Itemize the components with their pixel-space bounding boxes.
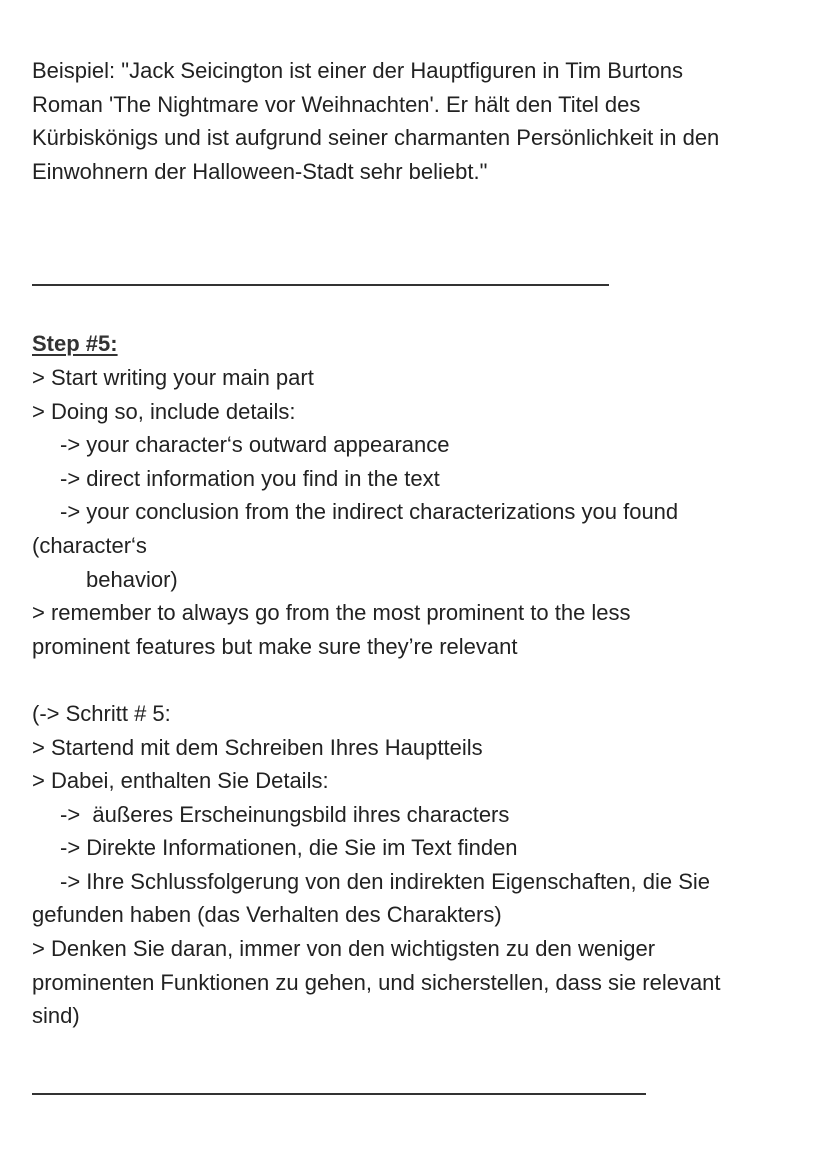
text-line: -> your conclusion from the indirect characterizations you found [60, 499, 679, 525]
document-page [32, 54, 802, 1095]
text-line: prominenten Funktionen zu gehen, und sicherstellen, dass sie relevant [32, 969, 721, 995]
step-heading: Step #5: [32, 331, 118, 357]
text-line: -> direct information you find in the text [60, 465, 440, 491]
divider-line [32, 1093, 646, 1095]
text-line: Kürbiskönigs und ist aufgrund seiner charmanten Persönlichkeit in den [32, 125, 720, 151]
text-line: > remember to always go from the most prominent to the less [32, 600, 631, 626]
text-line: -> Direkte Informationen, die Sie im Text finden [60, 835, 518, 861]
text-line: > Start writing your main part [32, 364, 314, 390]
text-line: Einwohnern der Halloween-Stadt sehr beliebt." [32, 158, 488, 184]
text-line: > Dabei, enthalten Sie Details: [32, 768, 329, 794]
text-line: (character‘s [32, 532, 147, 558]
text-line: -> Ihre Schlussfolgerung von den indirekten Eigenschaften, die Sie [60, 868, 711, 894]
text-line: Roman 'The Nightmare vor Weihnachten'. Er hält den Titel des [32, 91, 641, 117]
text-line: > Denken Sie daran, immer von den wichtigsten zu den weniger [32, 936, 656, 962]
text-line: sind) [32, 1003, 80, 1029]
example-paragraph [32, 54, 802, 188]
text-line: > Doing so, include details: [32, 398, 296, 424]
text-line: -> äußeres Erscheinungsbild ihres characters [60, 801, 510, 827]
step5-section [32, 327, 802, 663]
schritt5-section [32, 697, 802, 1033]
text-line: gefunden haben (das Verhalten des Charakters) [32, 902, 502, 928]
divider-line [32, 284, 609, 286]
text-line: (-> Schritt # 5: [32, 700, 171, 726]
text-line: prominent features but make sure they’re relevant [32, 633, 518, 659]
text-line: -> your character‘s outward appearance [60, 432, 450, 458]
text-line: Beispiel: "Jack Seicington ist einer der Hauptfiguren in Tim Burtons [32, 58, 684, 83]
text-line: > Startend mit dem Schreiben Ihres Hauptteils [32, 734, 483, 760]
text-line: behavior) [86, 566, 178, 592]
